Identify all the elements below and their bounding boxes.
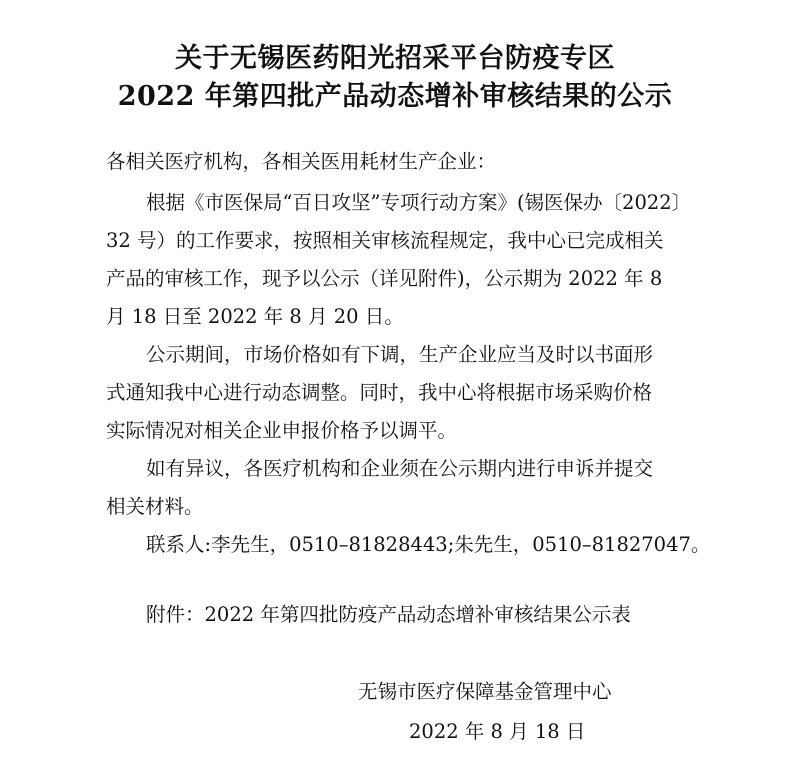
paragraph1-line-1: 根据《市医保局“百日攻坚”专项行动方案》(锡医保办〔2022〕 (146, 191, 692, 214)
paragraph2-line-3: 实际情况对相关企业申报价格予以调平。 (106, 419, 458, 442)
salutation: 各相关医疗机构，各相关医用耗材生产企业： (106, 150, 497, 173)
signature-org: 无锡市医疗保障基金管理中心 (358, 680, 612, 703)
contact-line: 联系人:李先生，0510–81828443;朱先生，0510–81827047。 (146, 533, 711, 556)
paragraph3-line-2: 相关材料。 (106, 495, 204, 518)
paragraph2-line-2: 式通知我中心进行动态调整。同时，我中心将根据市场采购价格 (106, 381, 653, 404)
title-line-1: 关于无锡医药阳光招采平台防疫专区 (175, 43, 615, 74)
attachment-link[interactable]: 附件：2022 年第四批防疫产品动态增补审核结果公示表 (146, 603, 631, 626)
paragraph3-line-1: 如有异议，各医疗机构和企业须在公示期内进行申诉并提交 (146, 457, 654, 480)
paragraph1-line-2: 32 号）的工作要求，按照相关审核流程规定，我中心已完成相关 (106, 229, 664, 252)
attachment-line[interactable] (146, 603, 631, 627)
title-line-2: 2022 年第四批产品动态增补审核结果的公示 (117, 81, 673, 112)
paragraph1-line-3: 产品的审核工作，现予以公示（详见附件)，公示期为 2022 年 8 (106, 267, 663, 290)
paragraph1-line-4: 月 18 日至 2022 年 8 月 20 日。 (106, 305, 404, 328)
paragraph2-line-1: 公示期间，市场价格如有下调，生产企业应当及时以书面形 (146, 343, 654, 366)
signature-date: 2022 年 8 月 18 日 (409, 720, 586, 743)
